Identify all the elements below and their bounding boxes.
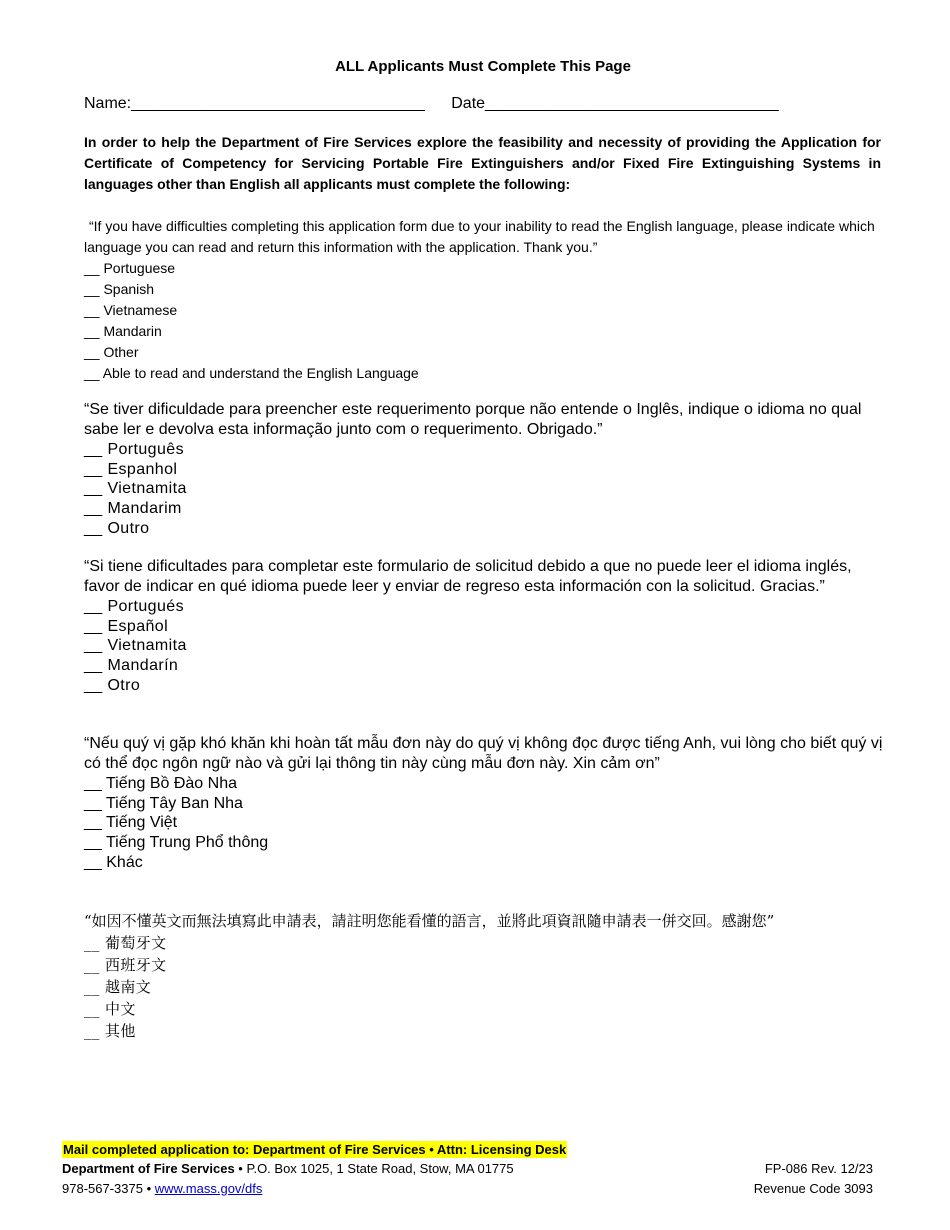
option-zh-spanish[interactable]: __ 西班牙文 [84, 956, 167, 974]
spanish-section [84, 557, 884, 696]
intro-paragraph: In order to help the Department of Fire Services explore the feasibility and necessity of providing the Application for Certificate of Competency for Servicing Portable Fire Extinguishers and/or Fixed Fire Extinguishing Systems in languages other than English all applicants must complete the following: [84, 134, 881, 192]
option-espanhol[interactable]: __ Espanhol [84, 460, 178, 478]
address: • P.O. Box 1025, 1 State Road, Stow, MA 01775 [234, 1161, 514, 1176]
form-number: FP-086 Rev. 12/23 [764, 1161, 873, 1176]
option-tieng-viet[interactable]: __ Tiếng Việt [84, 814, 178, 832]
chinese-section [84, 910, 884, 1042]
footer-form-info [720, 1159, 873, 1199]
vietnamese-section [84, 734, 884, 873]
date-field[interactable]: _________________________________ [485, 95, 779, 112]
option-other[interactable]: __ Other [84, 344, 139, 360]
name-field[interactable]: _________________________________ [131, 95, 425, 112]
option-zh-chinese[interactable]: __ 中文 [84, 1000, 136, 1018]
english-prompt: “If you have difficulties completing this application form due to your inability to read the English language, please indicate which language you can read and return this information with the application. Thank you.” [84, 218, 875, 255]
vietnamese-prompt: “Nếu quý vị gặp khó khăn khi hoàn tất mẫu đơn này do quý vị không đọc được tiếng Anh, vui lòng cho biết quý vị có thể đọc ngôn ngữ nào và gửi lại thông tin này cùng mẫu đơn này. Xin cảm ơn” [84, 735, 883, 772]
option-vietnamese[interactable]: __ Vietnamese [84, 302, 178, 318]
option-tieng-tay-ban-nha[interactable]: __ Tiếng Tây Ban Nha [84, 794, 243, 812]
website-link[interactable]: www.mass.gov/dfs [154, 1181, 263, 1196]
footer-phone-line [62, 1179, 514, 1199]
portuguese-section [84, 400, 884, 539]
option-portugues-es[interactable]: __ Portugués [84, 598, 184, 615]
option-espanol[interactable]: __ Español [84, 617, 169, 635]
option-portugues[interactable]: __ Português [84, 441, 184, 458]
phone: 978-567-3375 • [62, 1181, 155, 1196]
option-tieng-bo-dao-nha[interactable]: __ Tiếng Bồ Đào Nha [84, 775, 237, 792]
english-section [84, 216, 884, 384]
option-zh-portuguese[interactable]: __ 葡萄牙文 [84, 934, 167, 952]
revenue-code: Revenue Code 3093 [753, 1181, 873, 1196]
date-label: Date [451, 95, 486, 112]
option-vietnamita[interactable]: __ Vietnamita [84, 480, 187, 498]
option-english[interactable]: __ Able to read and understand the English Language [84, 365, 419, 381]
portuguese-prompt: “Se tiver dificuldade para preencher este requerimento porque não entende o Inglês, indique o idioma no qual sabe ler e devolva esta informação junto com o requerimento. Obrigado.” [84, 401, 862, 438]
option-khac[interactable]: __ Khác [84, 853, 143, 871]
option-otro[interactable]: __ Otro [84, 676, 141, 694]
option-mandarin-es[interactable]: __ Mandarín [84, 657, 179, 675]
name-date-row [84, 95, 779, 113]
name-label: Name: [84, 95, 132, 112]
page-title: ALL Applicants Must Complete This Page [335, 58, 631, 75]
option-spanish[interactable]: __ Spanish [84, 281, 155, 297]
option-mandarim[interactable]: __ Mandarim [84, 500, 182, 518]
mail-instructions: Mail completed application to: Department of Fire Services • Attn: Licensing Desk [63, 1142, 567, 1157]
department-name: Department of Fire Services [62, 1161, 235, 1176]
footer-contact [62, 1159, 514, 1199]
spanish-prompt: “Si tiene dificultades para completar este formulario de solicitud debido a que no puede leer el idioma inglés, favor de indicar en qué idioma puede leer y enviar de regreso esta información con la solicitud. Gracias.” [84, 558, 852, 595]
footer-address-line [62, 1159, 514, 1179]
option-tieng-trung[interactable]: __ Tiếng Trung Phổ thông [84, 834, 269, 852]
option-vietnamita-es[interactable]: __ Vietnamita [84, 637, 187, 655]
option-zh-other[interactable]: __ 其他 [84, 1022, 136, 1040]
option-portuguese[interactable]: __ Portuguese [84, 260, 176, 276]
option-outro[interactable]: __ Outro [84, 519, 150, 537]
chinese-prompt: “如因不懂英文而無法填寫此申請表，請註明您能看懂的語言，並將此項資訊隨申請表一併交回。感謝您” [84, 912, 775, 930]
option-zh-vietnamese[interactable]: __ 越南文 [84, 978, 152, 996]
option-mandarin[interactable]: __ Mandarin [84, 323, 162, 339]
